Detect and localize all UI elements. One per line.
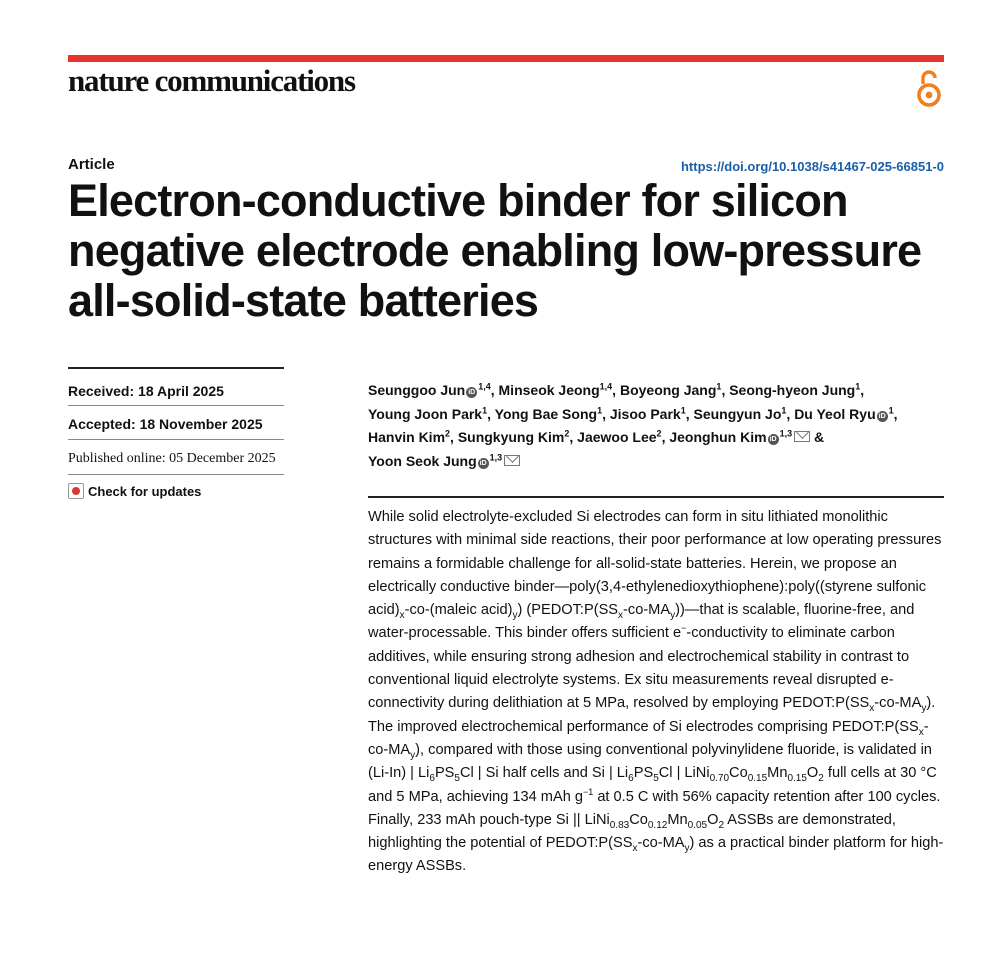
affiliation: 1 xyxy=(888,404,894,415)
article-type-label: Article xyxy=(68,156,115,173)
author[interactable]: Young Joon Park xyxy=(368,405,483,422)
affiliation: 1 xyxy=(855,381,861,392)
orcid-icon[interactable]: iD xyxy=(479,459,487,467)
author[interactable]: Yoon Seok Jung xyxy=(368,452,477,469)
meta-divider xyxy=(68,367,284,369)
affiliation: 1,3 xyxy=(489,451,503,462)
accepted-date xyxy=(68,416,263,432)
author[interactable]: Boyeong Jang xyxy=(619,382,717,398)
author[interactable]: Jaewoo Lee xyxy=(577,429,657,445)
author[interactable]: Du Yeol Ryu xyxy=(794,405,876,422)
author[interactable]: Seungyun Jo xyxy=(693,405,782,422)
abstract-divider xyxy=(368,496,944,498)
author[interactable]: Minseok Jeong xyxy=(498,382,600,398)
affiliation: 1,4 xyxy=(599,381,613,392)
open-access-icon xyxy=(914,68,944,108)
author[interactable]: Jisoo Park xyxy=(609,405,681,422)
meta-divider xyxy=(68,405,284,406)
affiliation: 1,4 xyxy=(478,381,491,392)
affiliation: 1 xyxy=(482,404,488,415)
abstract: While solid electrolyte-excluded Si electrodes can form in situ lithiated monolithic structures with minimal side reactions, their poor performance at low operating pressures remains a formidable challenge for all-solid-state batteries. Herein, we propose an electrically conductive binder—poly(3,4-ethylenedioxythiophene):poly((styrene sulfonic $acid)_x-co-(maleic$ $acid)_y$) $(PEDOT:P(SS_x-co-MA_y))—that$ is scalable, fluorine-free, and water-processable. This binder offers sufficient e−-conductivity to eliminate carbon additives, while ensuring strong adhesion and electrochemical stability in contrast to conventional liquid electrolyte systems. Ex situ measurements reveal disrupted e-connectivity during delithiation at 5 MPa, resolved by employing $PEDOT:P(SS_x-co-MA_y)$. The improved electrochemical performance of Si electrodes comprising $PEDOT:P(SS_x-co-MA_y)$, compared with those using conventional polyvinylidene fluoride, is validated in (Li-In) | $Li_6PS_5Cl$ | Si half cells and Si | $Li_6PS_5Cl$ | $LiNi_{0.70}Co_{0.15}Mn_{0.15}O_2$ full cells at 30 °C and 5 MPa, achieving 134 mAh $g^{-1}$ at 0.5 C with 56% capacity retention after 100 cycles. Finally, 233 mAh pouch-type Si || $LiNi_{0.83}Co_{0.12}Mn_{0.05}O_2$ ASSBs are demonstrated, highlighting the potential of $PEDOT:P(SS_x-co-MA_y)$ as a practical binder platform for high-energy ASSBs. xyxy=(368,509,944,875)
journal-name: nature communications xyxy=(68,63,355,98)
email-icon[interactable] xyxy=(504,455,520,466)
affiliation: 1,3 xyxy=(779,428,793,439)
author[interactable]: Seong-hyeon Jung xyxy=(729,382,856,398)
author[interactable]: Seunggoo Jun xyxy=(368,382,466,398)
doi-link[interactable]: https://doi.org/10.1038/s41467-025-66851-0 xyxy=(680,159,944,174)
author[interactable]: Jeonghun Kim xyxy=(669,429,767,445)
meta-divider xyxy=(68,439,284,440)
affiliation: 2 xyxy=(656,428,662,439)
affiliation: 1 xyxy=(716,381,722,392)
received-value: 18 April 2025 xyxy=(138,383,224,399)
affiliation: 1 xyxy=(597,404,603,415)
author[interactable]: Yong Bae Song xyxy=(494,405,598,422)
orcid-icon[interactable]: iD xyxy=(769,436,777,443)
affiliation: 2 xyxy=(445,428,451,439)
affiliation: 1 xyxy=(781,404,787,415)
received-date xyxy=(68,383,224,399)
orcid-icon[interactable]: iD xyxy=(878,412,886,420)
affiliation: 2 xyxy=(564,428,570,439)
received-label: Received: xyxy=(68,383,135,399)
email-icon[interactable] xyxy=(794,431,810,442)
author[interactable]: Hanvin Kim xyxy=(368,429,446,445)
orcid-icon[interactable]: iD xyxy=(468,389,476,396)
author[interactable]: Sungkyung Kim xyxy=(457,429,565,445)
published-date: Published online: 05 December 2025 xyxy=(68,451,276,466)
top-accent-bar xyxy=(68,55,944,62)
check-updates-button[interactable] xyxy=(68,483,201,499)
meta-divider xyxy=(68,474,284,475)
article-title: Electron-conductive binder for silicon negative electrode enabling low-pressure all-solid-state batteries xyxy=(68,175,922,326)
affiliation: 1 xyxy=(680,404,686,415)
check-updates-icon xyxy=(68,483,84,499)
accepted-label: Accepted: xyxy=(68,416,136,432)
author-list: Seunggoo Jun iD$^{1,4}$, Minseok Jeong$^{1,4}$, Boyeong Jang$^1$, Seong-hyeon Jung$^1$, Young Joon Park$^1$, Yong Bae Song$^1$, Jisoo Park$^1$, Seungyun Jo$^1$, Du Yeol Ryu $iD^1$, Hanvin Kim$^2$, Sungkyung Kim$^2$, Jaewoo Lee$^2$, Jeonghun Kim iD$^{1,3}$ & Yoon Seok Jung iD$^{1,3}$ xyxy=(368,381,898,469)
accepted-value: 18 November 2025 xyxy=(139,416,263,432)
check-updates-label: Check for updates xyxy=(88,483,202,499)
